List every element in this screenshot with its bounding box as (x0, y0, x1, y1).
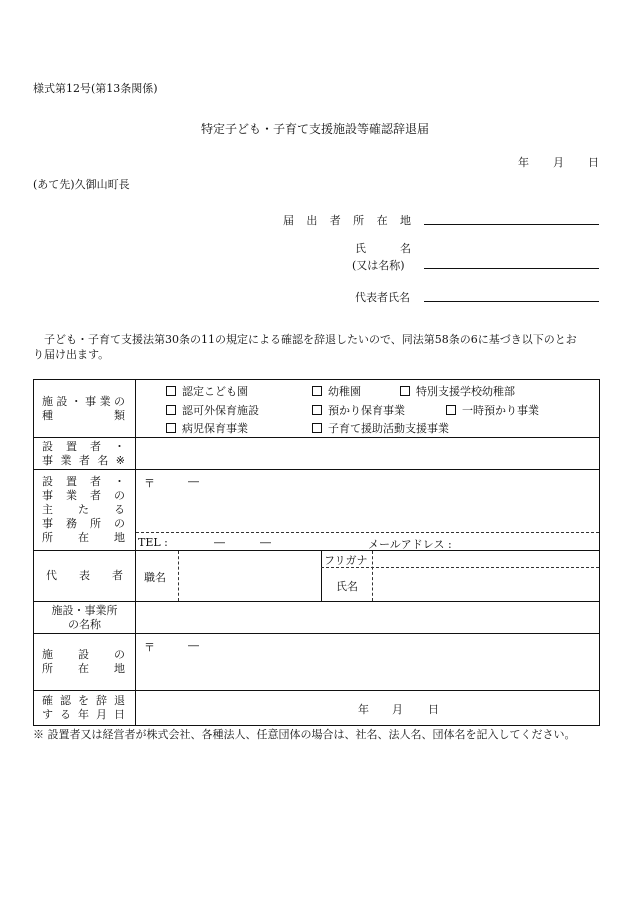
representative-label: 代 表 者 (34, 551, 136, 602)
postal-dash: ― (188, 475, 199, 488)
representative-field (136, 551, 600, 602)
dashed-divider (321, 567, 599, 568)
applicant-name-field[interactable] (424, 268, 599, 269)
withdraw-month-label: 月 (392, 703, 403, 716)
checkbox[interactable] (312, 423, 322, 433)
date-day-label: 日 (588, 156, 599, 169)
body-text-line2: り届け出ます。 (33, 348, 110, 361)
date-year-label: 年 (518, 156, 529, 169)
applicant-address-label: 届 出 者 所 在 地 (283, 214, 411, 227)
facility-address-field[interactable] (136, 634, 600, 691)
tel-dash: ― (260, 536, 271, 549)
postal-dash: ― (188, 639, 199, 652)
checkbox[interactable] (400, 386, 410, 396)
operator-address-field[interactable] (136, 470, 600, 551)
operator-address-label: 設 置 者 ・ 事 業 者 の 主 た る 事 務 所 の 所 在 地 (34, 470, 136, 551)
facility-address-label: 施 設 の 所 在 地 (34, 634, 136, 691)
facility-type-options (136, 380, 600, 438)
rep-name-label: 氏名 (336, 580, 358, 593)
tel-dash: ― (214, 536, 225, 549)
dashed-divider (136, 532, 599, 533)
withdraw-day-label: 日 (428, 703, 439, 716)
position-label: 職名 (144, 571, 166, 584)
withdraw-date-label: 確 認 を 辞 退 す る 年 月 日 (34, 691, 136, 726)
tel-label: TEL : (138, 536, 168, 549)
representative-name-field[interactable] (424, 301, 599, 302)
checkbox[interactable] (312, 405, 322, 415)
document-title: 特定子ども・子育て支援施設等確認辞退届 (200, 122, 429, 136)
postal-mark: 〒 (144, 477, 155, 490)
facility-type-label: 施 設 ・ 事 業 の 種 類 (34, 380, 136, 438)
operator-name-field[interactable] (136, 438, 600, 470)
email-label: メールアドレス : (368, 538, 452, 551)
facility-type-option[interactable]: 特別支援学校幼稚部 (400, 383, 515, 399)
checkbox[interactable] (166, 405, 176, 415)
facility-type-option[interactable]: 子育て援助活動支援事業 (312, 420, 449, 436)
body-text-line1: 子ども・子育て支援法第30条の11の規定による確認を辞退したいので、同法第58条の6に基づき以下のとお (44, 333, 577, 346)
checkbox[interactable] (166, 386, 176, 396)
facility-type-option[interactable]: 認可外保育施設 (166, 402, 259, 418)
dashed-divider (178, 551, 179, 601)
facility-type-option[interactable]: 病児保育事業 (166, 420, 248, 436)
checkbox[interactable] (166, 423, 176, 433)
date-month-label: 月 (553, 156, 564, 169)
divider (321, 551, 322, 601)
applicant-name-label: 氏 名 (355, 242, 411, 255)
facility-type-option[interactable]: 一時預かり事業 (446, 402, 539, 418)
addressee: (あて先)久御山町長 (33, 178, 130, 191)
facility-type-option[interactable]: 預かり保育事業 (312, 402, 405, 418)
dashed-divider (372, 551, 373, 601)
facility-type-option[interactable]: 幼稚園 (312, 383, 361, 399)
checkbox[interactable] (446, 405, 456, 415)
form-number: 様式第12号(第13条関係) (33, 82, 158, 95)
facility-type-option[interactable]: 認定こども園 (166, 383, 248, 399)
representative-name-label: 代表者氏名 (355, 291, 410, 304)
withdraw-date-field[interactable] (136, 691, 600, 726)
checkbox[interactable] (312, 386, 322, 396)
applicant-name-sublabel: (又は名称) (352, 259, 405, 272)
footnote: ※ 設置者又は経営者が株式会社、各種法人、任意団体の場合は、社名、法人名、団体名を記入してください。 (33, 728, 576, 741)
withdraw-year-label: 年 (358, 703, 369, 716)
confirmation-form-table (33, 379, 600, 726)
facility-name-field[interactable] (136, 602, 600, 634)
furigana-label: フリガナ (324, 554, 368, 567)
postal-mark: 〒 (144, 641, 155, 654)
facility-name-label: 施設・事業所 の名称 (34, 602, 136, 634)
applicant-address-field[interactable] (424, 224, 599, 225)
operator-name-label: 設 置 者 ・ 事 業 者 名 ※ (34, 438, 136, 470)
